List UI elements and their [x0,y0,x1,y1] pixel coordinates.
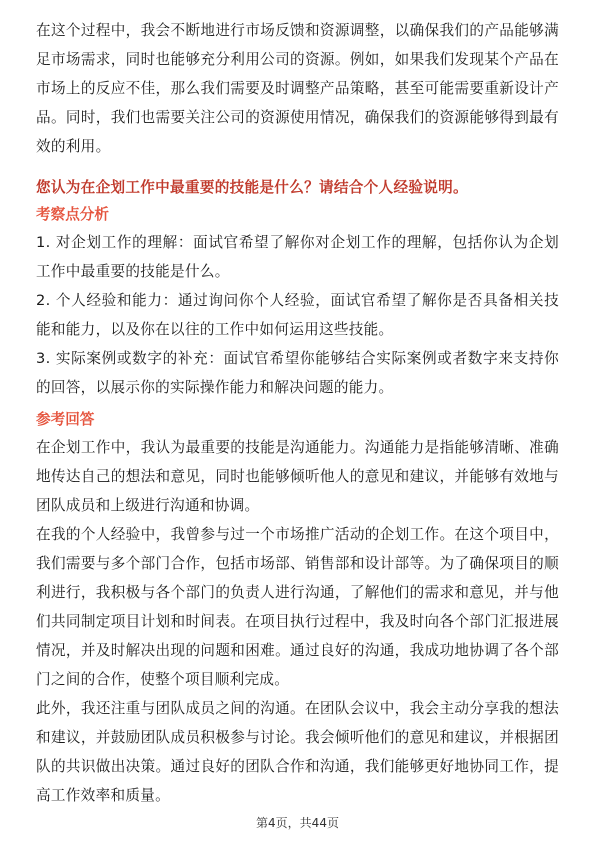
intro-paragraph: 在这个过程中，我会不断地进行市场反馈和资源调整，以确保我们的产品能够满足市场需求，同时也能够充分利用公司的资源。例如，如果我们发现某个产品在市场上的反应不佳，那么我们需要及时调整产品策略，甚至可能需要重新设计产品。同时，我们也需要关注公司的资源使用情况，确保我们的资源能够得到最有效的利用。 [36,22,559,155]
question-heading: 您认为在企划工作中最重要的技能是什么？请结合个人经验说明。 [36,179,468,196]
analysis-point: 2. 个人经验和能力：通过询问你个人经验，面试官希望了解你是否具备相关技能和能力，以及你在以往的工作中如何运用这些技能。 [36,292,559,338]
page-footer: 第4页，共44页 [256,816,339,830]
answer-heading: 参考回答 [36,411,95,428]
analysis-point: 3. 实际案例或数字的补充：面试官希望你能够结合实际案例或者数字来支持你的回答，以展示你的实际操作能力和解决问题的能力。 [36,350,559,396]
answer-paragraph: 在企划工作中，我认为最重要的技能是沟通能力。沟通能力是指能够清晰、准确地传达自己的想法和意见，同时也能够倾听他人的意见和建议，并能够有效地与团队成员和上级进行沟通和协调。 [36,439,559,514]
analysis-point: 1. 对企划工作的理解：面试官希望了解你对企划工作的理解，包括你认为企划工作中最重要的技能是什么。 [36,234,559,280]
answer-paragraph: 在我的个人经验中，我曾参与过一个市场推广活动的企划工作。在这个项目中，我们需要与多个部门合作，包括市场部、销售部和设计部等。为了确保项目的顺利进行，我积极与各个部门的负责人进行沟通，了解他们的需求和意见，并与他们共同制定项目计划和时间表。在项目执行过程中，我及时向各个部门汇报进展情况，并及时解决出现的问题和困难。通过良好的沟通，我成功地协调了各个部门之间的合作，使整个项目顺利完成。 [36,526,559,688]
answer-paragraph: 此外，我还注重与团队成员之间的沟通。在团队会议中，我会主动分享我的想法和建议，并鼓励团队成员积极参与讨论。我会倾听他们的意见和建议，并根据团队的共识做出决策。通过良好的团队合作和沟通，我们能够更好地协同工作，提高工作效率和质量。 [36,700,559,804]
page-content [36,16,559,810]
analysis-heading: 考察点分析 [36,206,109,223]
